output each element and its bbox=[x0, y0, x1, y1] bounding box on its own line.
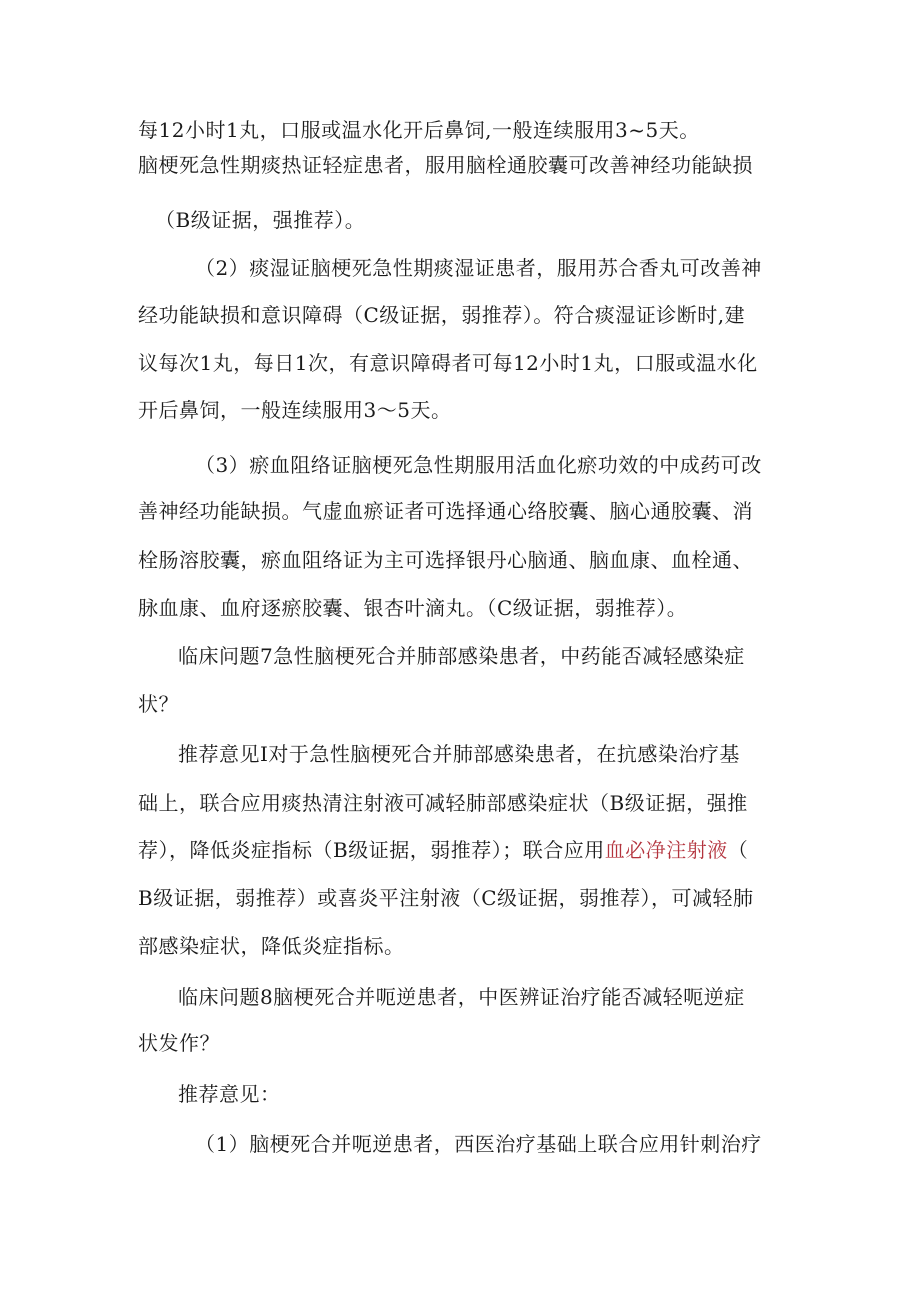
paragraph-line: B级证据，弱推荐）或喜炎平注射液（C级证据，弱推荐），可减轻肺 bbox=[138, 886, 754, 910]
paragraph-line: 善神经功能缺损。气虚血瘀证者可选择通心络胶囊、脑心通胶囊、消 bbox=[138, 499, 753, 523]
paragraph-line: 栓肠溶胶囊，瘀血阻络证为主可选择银丹心脑通、脑血康、血栓通、 bbox=[138, 548, 753, 572]
paragraph-line: 议每次1丸，每日1次，有意识障碍者可每12小时1丸，口服或温水化 bbox=[138, 351, 758, 375]
paragraph-line: （B级证据，强推荐）。 bbox=[155, 208, 366, 232]
text-segment: （ bbox=[727, 838, 749, 862]
paragraph-line: （3）瘀血阻络证脑梗死急性期服用活血化瘀功效的中成药可改 bbox=[195, 453, 762, 477]
paragraph-line: 础上，联合应用痰热清注射液可减轻肺部感染症状（B级证据，强推 bbox=[138, 791, 748, 815]
paragraph-line: 脑梗死急性期痰热证轻症患者，服用脑栓通胶囊可改善神经功能缺损 bbox=[138, 153, 753, 177]
paragraph-line: 经功能缺损和意识障碍（C级证据，弱推荐）。符合痰湿证诊断时,建 bbox=[138, 303, 746, 327]
paragraph-line: 开后鼻饲，一般连续服用3～5天。 bbox=[138, 398, 452, 422]
paragraph-line: 推荐意见： bbox=[178, 1082, 281, 1106]
paragraph-line: 每12小时1丸，口服或温水化开后鼻饲,一般连续服用3~5天。 bbox=[138, 118, 700, 142]
question-heading: 临床问题7急性脑梗死合并肺部感染患者，中药能否减轻感染症 bbox=[178, 644, 745, 668]
paragraph-line: 状？ bbox=[138, 692, 179, 716]
highlighted-drug-name: 血必净注射液 bbox=[604, 838, 728, 862]
question-heading: 临床问题8脑梗死合并呃逆患者，中医辨证治疗能否减轻呃逆症 bbox=[178, 985, 745, 1009]
paragraph-line: 状发作？ bbox=[138, 1031, 220, 1055]
paragraph-line: 部感染症状，降低炎症指标。 bbox=[138, 934, 405, 958]
paragraph-line: 脉血康、血府逐瘀胶囊、银杏叶滴丸。（C级证据，弱推荐）。 bbox=[138, 596, 688, 620]
text-segment: 荐），降低炎症指标（B级证据，弱推荐）；联合应用 bbox=[138, 838, 605, 862]
paragraph-line bbox=[138, 836, 748, 864]
paragraph-line: （1）脑梗死合并呃逆患者，西医治疗基础上联合应用针刺治疗 bbox=[195, 1132, 762, 1156]
paragraph-line: 推荐意见I对于急性脑梗死合并肺部感染患者，在抗感染治疗基 bbox=[178, 742, 740, 766]
paragraph-line: （2）痰湿证脑梗死急性期痰湿证患者，服用苏合香丸可改善神 bbox=[195, 256, 762, 280]
